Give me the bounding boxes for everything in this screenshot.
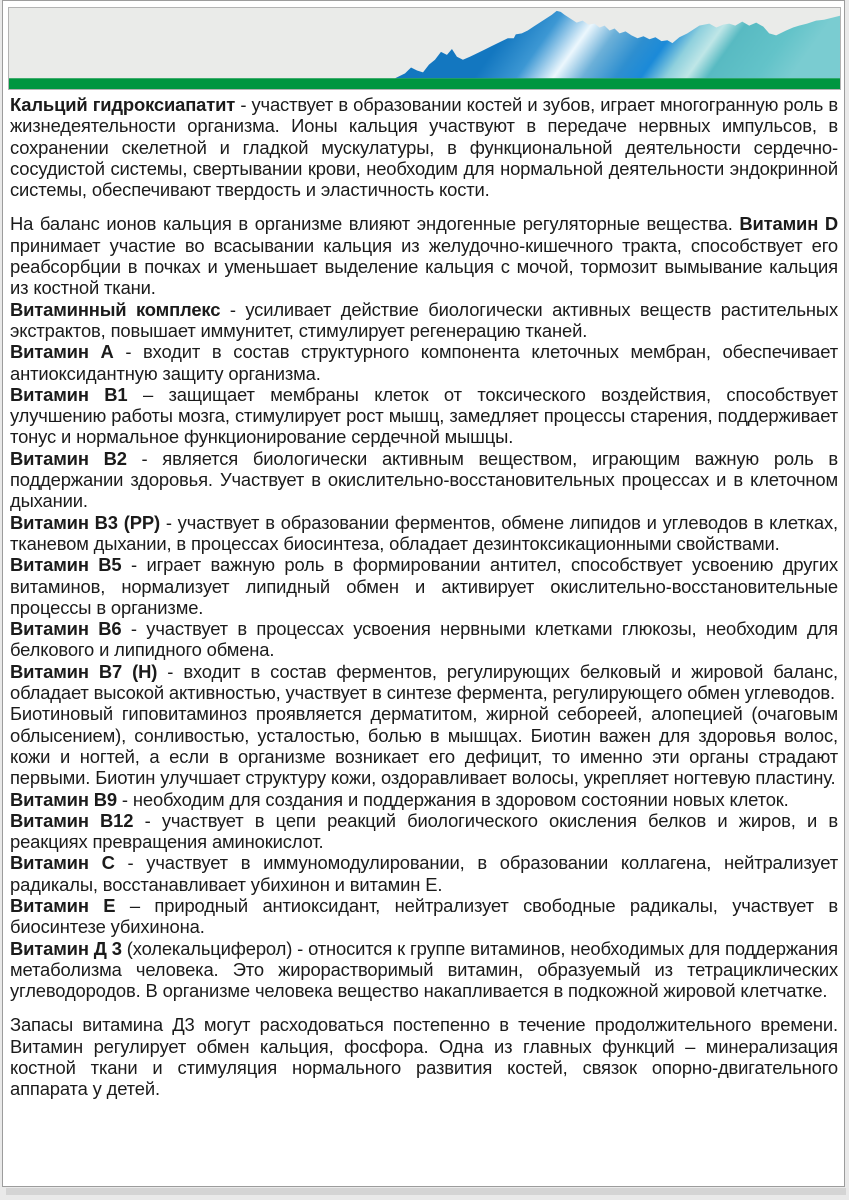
paragraph (10, 299, 838, 342)
term-bold: Витамин В7 (Н) (10, 660, 158, 682)
text-run: - является биологически активным веществом, играющим важную роль в поддержании здоровья. Участвует в окислительно-восстановительных процессах и в клеточном дыхании. (10, 447, 838, 512)
document-body (3, 90, 844, 1100)
text-run: - необходим для создания и поддержания в здоровом состоянии новых клеток. (116, 788, 789, 810)
text-run: принимает участие во всасывании кальция из желудочно-кишечного тракта, способствует его реабсорбции в почках и уменьшает выделение кальция с мочой, тормозит вымывание кальция из костной ткани. (10, 234, 838, 299)
text-run: – природный антиоксидант, нейтрализует свободные радикалы, участвует в биосинтезе убихинона. (10, 894, 838, 938)
term-bold: Витамин Д 3 (10, 937, 122, 959)
text-run: (холекальциферол) - относится к группе витаминов, необходимых для поддержания метаболизма человека. Это жирорастворимый витамин, образуемый из тетрациклических углеводородов. В организме человека вещество накапливается в подкожной жировой клетчатке. (10, 937, 838, 1002)
term-bold: Витамин Е (10, 894, 116, 916)
text-run: - входит в состав структурного компонента клеточных мембран, обеспечивает антиоксидантную защиту организма. (10, 341, 838, 384)
paragraph (10, 810, 838, 853)
text-run: На баланс ионов кальция в организме влияют эндогенные регуляторные вещества. (10, 213, 740, 235)
text-run: Запасы витамина Д3 могут расходоваться постепенно в течение продолжительного времени. Витамин регулирует обмен кальция, фосфора. Одна из главных функций – минерализация костной ткани и стимуляция нормального развития костей, связок опорно-двигательного аппарата у детей. (10, 1014, 838, 1100)
paragraph (10, 703, 838, 788)
text-run: - играет важную роль в формировании антител, способствует усвоению других витаминов, нормализует липидный обмен и активирует окислительно-восстановительные процессы в организме. (10, 554, 838, 618)
text-run: - усиливает действие биологически активных веществ растительных экстрактов, повышает иммунитет, стимулирует регенерацию тканей. (10, 298, 838, 341)
text-run: - участвует в цепи реакций биологического окисления белков и жиров, и в реакциях превращения аминокислот. (10, 809, 838, 853)
text-run: - входит в состав ферментов, регулирующих белковый и жировой баланс, обладает высокой активностью, участвует в синтезе фермента, регулирующего обмен углеводов. (10, 660, 838, 704)
term-bold: Витамин В3 (РР) (10, 511, 160, 533)
paragraph (10, 384, 838, 448)
paragraph (10, 618, 838, 661)
term-bold: Витамин В2 (10, 447, 127, 469)
term-bold: Витаминный комплекс (10, 298, 221, 320)
paragraph (10, 895, 838, 938)
header-banner (8, 7, 841, 90)
text-run: - участвует в образовании костей и зубов, играет многогранную роль в жизнедеятельности организма. Ионы кальция участвуют в передаче нервных импульсов, в сохранении скелетной и гладкой мускулатуры, в функциональной деятельности сердечно-сосудистой системы, свертывании крови, необходим для нормальной деятельности эндокринной системы, обеспечивают твердость и эластичность кости. (10, 94, 838, 201)
mountain-graphic (9, 8, 840, 89)
page-shadow (6, 1188, 846, 1195)
term-bold: Витамин В6 (10, 618, 122, 640)
term-bold: Витамин В1 (10, 383, 128, 405)
paragraph (10, 213, 838, 298)
paragraph (10, 661, 838, 704)
paragraph (10, 512, 838, 555)
term-bold: Витамин В5 (10, 554, 122, 576)
term-bold: Витамин С (10, 852, 115, 874)
term-bold: Витамин D (739, 213, 838, 235)
paragraph (10, 448, 838, 512)
text-run: - участвует в образовании ферментов, обмене липидов и углеводов в клетках, тканевом дыхании, в процессах биосинтеза, обладает дезинтоксикационными свойствами. (10, 511, 838, 554)
text-run: – защищает мембраны клеток от токсического воздействия, способствует улучшению работы мозга, стимулирует рост мышц, замедляет процессы старения, поддерживает тонус и нормальное функционирование сердечной мышцы. (10, 383, 838, 448)
text-run: - участвует в иммуномодулировании, в образовании коллагена, нейтрализует радикалы, восстанавливает убихинон и витамин Е. (10, 852, 838, 895)
paragraph (10, 938, 838, 1002)
paragraph (10, 554, 838, 618)
paragraph (10, 341, 838, 384)
paragraph (10, 1014, 838, 1099)
text-run: - участвует в процессах усвоения нервными клетками глюкозы, необходим для белкового и липидного обмена. (10, 618, 838, 661)
paragraph (10, 789, 838, 810)
paragraph (10, 94, 838, 200)
term-bold: Витамин В12 (10, 809, 134, 831)
paragraph (10, 852, 838, 895)
text-run: Биотиновый гиповитаминоз проявляется дерматитом, жирной себореей, алопецией (очаговым облысением), сонливостью, усталостью, болью в мышцах. Биотин важен для здоровья волос, кожи и ногтей, а если в организме возникает его дефицит, то именно эти органы страдают первыми. Биотин улучшает структуру кожи, оздоравливает волосы, укрепляет ногтевую пластину. (10, 703, 838, 789)
document-page (2, 0, 845, 1187)
green-bar (9, 78, 840, 89)
term-bold: Витамин А (10, 341, 114, 363)
term-bold: Кальций гидроксиапатит (10, 94, 236, 115)
term-bold: Витамин В9 (10, 788, 117, 810)
